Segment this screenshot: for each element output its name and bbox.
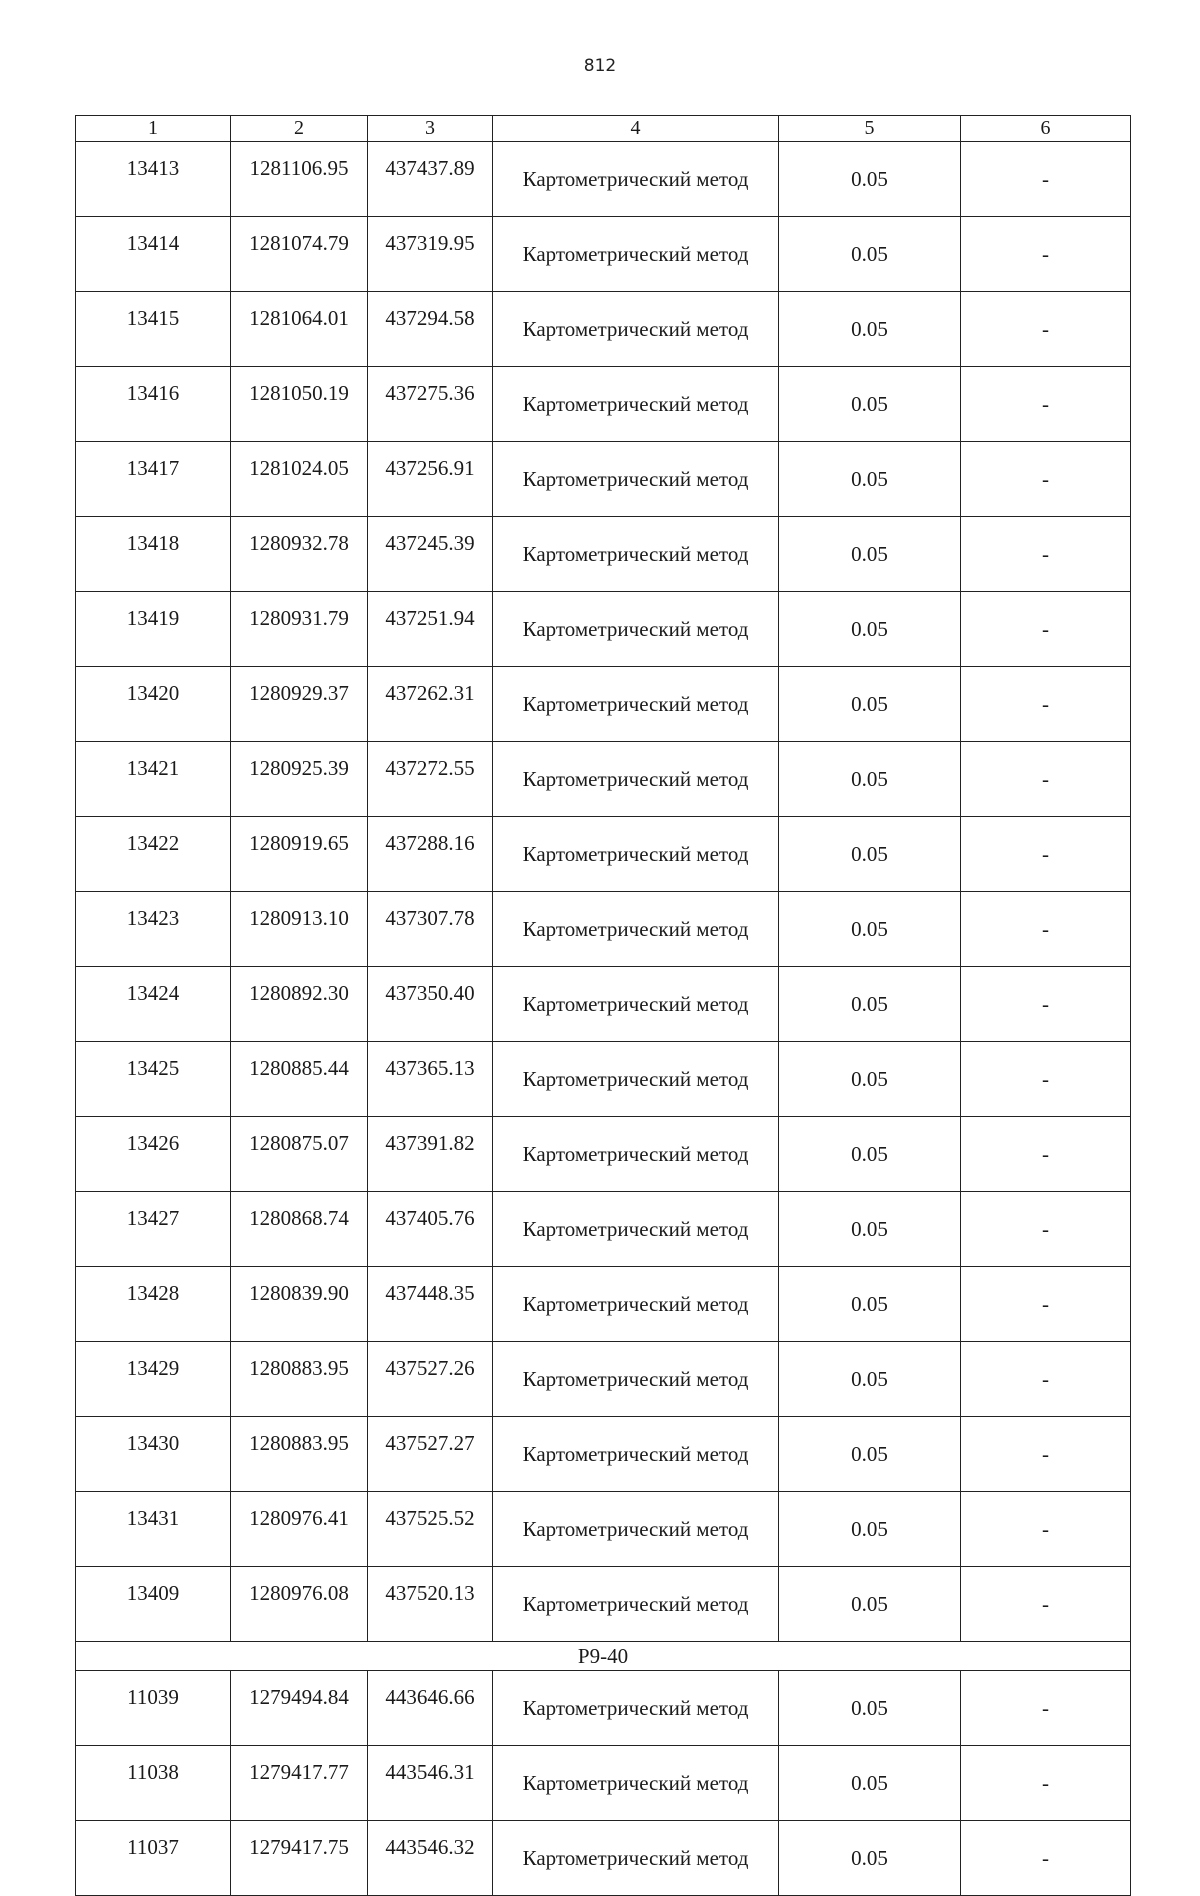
table-header-row: [76, 116, 1131, 142]
section-row: [76, 1642, 1131, 1671]
y-coordinate-cell: 437525.52: [368, 1492, 493, 1567]
point-number-cell: 13431: [76, 1492, 231, 1567]
table-row: [76, 1417, 1131, 1492]
table-row: [76, 1267, 1131, 1342]
point-number-cell: 13414: [76, 217, 231, 292]
method-cell: Картометрический метод: [493, 1267, 779, 1342]
method-cell: Картометрический метод: [493, 1042, 779, 1117]
y-coordinate-cell: 437520.13: [368, 1567, 493, 1642]
point-number-cell: 11037: [76, 1821, 231, 1896]
point-number-cell: 11038: [76, 1746, 231, 1821]
page-number: 812: [583, 56, 617, 76]
accuracy-cell: 0.05: [779, 517, 961, 592]
accuracy-cell: 0.05: [779, 1042, 961, 1117]
accuracy-cell: 0.05: [779, 442, 961, 517]
y-coordinate-cell: 437405.76: [368, 1192, 493, 1267]
note-cell: -: [961, 1417, 1131, 1492]
table-row: [76, 1492, 1131, 1567]
y-coordinate-cell: 443546.31: [368, 1746, 493, 1821]
method-cell: Картометрический метод: [493, 742, 779, 817]
point-number-cell: 13427: [76, 1192, 231, 1267]
table-row: [76, 442, 1131, 517]
note-cell: -: [961, 742, 1131, 817]
note-cell: -: [961, 1671, 1131, 1746]
note-cell: -: [961, 1342, 1131, 1417]
x-coordinate-cell: 1280883.95: [231, 1417, 368, 1492]
y-coordinate-cell: 437365.13: [368, 1042, 493, 1117]
y-coordinate-cell: 437294.58: [368, 292, 493, 367]
y-coordinate-cell: 437319.95: [368, 217, 493, 292]
y-coordinate-cell: 443646.66: [368, 1671, 493, 1746]
accuracy-cell: 0.05: [779, 1417, 961, 1492]
x-coordinate-cell: 1279494.84: [231, 1671, 368, 1746]
method-cell: Картометрический метод: [493, 817, 779, 892]
note-cell: -: [961, 1746, 1131, 1821]
point-number-cell: 13425: [76, 1042, 231, 1117]
point-number-cell: 13423: [76, 892, 231, 967]
method-cell: Картометрический метод: [493, 1746, 779, 1821]
y-coordinate-cell: 443546.32: [368, 1821, 493, 1896]
note-cell: -: [961, 817, 1131, 892]
table-row: [76, 217, 1131, 292]
y-coordinate-cell: 437350.40: [368, 967, 493, 1042]
method-cell: Картометрический метод: [493, 1417, 779, 1492]
accuracy-cell: 0.05: [779, 217, 961, 292]
note-cell: -: [961, 1492, 1131, 1567]
point-number-cell: 13418: [76, 517, 231, 592]
y-coordinate-cell: 437272.55: [368, 742, 493, 817]
point-number-cell: 13421: [76, 742, 231, 817]
note-cell: -: [961, 142, 1131, 217]
x-coordinate-cell: 1280839.90: [231, 1267, 368, 1342]
y-coordinate-cell: 437527.27: [368, 1417, 493, 1492]
table-row: [76, 292, 1131, 367]
method-cell: Картометрический метод: [493, 217, 779, 292]
method-cell: Картометрический метод: [493, 142, 779, 217]
accuracy-cell: 0.05: [779, 667, 961, 742]
point-number-cell: 13419: [76, 592, 231, 667]
accuracy-cell: 0.05: [779, 1342, 961, 1417]
x-coordinate-cell: 1280883.95: [231, 1342, 368, 1417]
method-cell: Картометрический метод: [493, 1192, 779, 1267]
point-number-cell: 13416: [76, 367, 231, 442]
accuracy-cell: 0.05: [779, 142, 961, 217]
y-coordinate-cell: 437307.78: [368, 892, 493, 967]
x-coordinate-cell: 1281106.95: [231, 142, 368, 217]
accuracy-cell: 0.05: [779, 1671, 961, 1746]
x-coordinate-cell: 1280931.79: [231, 592, 368, 667]
accuracy-cell: 0.05: [779, 892, 961, 967]
method-cell: Картометрический метод: [493, 1117, 779, 1192]
accuracy-cell: 0.05: [779, 1821, 961, 1896]
table-row: [76, 1342, 1131, 1417]
y-coordinate-cell: 437288.16: [368, 817, 493, 892]
y-coordinate-cell: 437256.91: [368, 442, 493, 517]
note-cell: -: [961, 592, 1131, 667]
table-row: [76, 817, 1131, 892]
point-number-cell: 13428: [76, 1267, 231, 1342]
x-coordinate-cell: 1280925.39: [231, 742, 368, 817]
method-cell: Картометрический метод: [493, 1671, 779, 1746]
y-coordinate-cell: 437391.82: [368, 1117, 493, 1192]
accuracy-cell: 0.05: [779, 592, 961, 667]
method-cell: Картометрический метод: [493, 592, 779, 667]
method-cell: Картометрический метод: [493, 892, 779, 967]
note-cell: -: [961, 1567, 1131, 1642]
note-cell: -: [961, 967, 1131, 1042]
note-cell: -: [961, 892, 1131, 967]
x-coordinate-cell: 1280885.44: [231, 1042, 368, 1117]
column-header: 2: [231, 116, 368, 142]
column-header: 3: [368, 116, 493, 142]
y-coordinate-cell: 437251.94: [368, 592, 493, 667]
x-coordinate-cell: 1279417.75: [231, 1821, 368, 1896]
section-label: Р9-40: [76, 1642, 1131, 1671]
table-row: [76, 667, 1131, 742]
x-coordinate-cell: 1280868.74: [231, 1192, 368, 1267]
note-cell: -: [961, 217, 1131, 292]
note-cell: -: [961, 1267, 1131, 1342]
note-cell: -: [961, 517, 1131, 592]
note-cell: -: [961, 1821, 1131, 1896]
y-coordinate-cell: 437262.31: [368, 667, 493, 742]
x-coordinate-cell: 1280919.65: [231, 817, 368, 892]
table-row: [76, 1192, 1131, 1267]
table-body: [76, 116, 1131, 1896]
accuracy-cell: 0.05: [779, 967, 961, 1042]
table-row: [76, 1117, 1131, 1192]
x-coordinate-cell: 1280976.08: [231, 1567, 368, 1642]
point-number-cell: 13426: [76, 1117, 231, 1192]
accuracy-cell: 0.05: [779, 1492, 961, 1567]
x-coordinate-cell: 1280932.78: [231, 517, 368, 592]
x-coordinate-cell: 1280929.37: [231, 667, 368, 742]
table-row: [76, 1671, 1131, 1746]
point-number-cell: 13409: [76, 1567, 231, 1642]
method-cell: Картометрический метод: [493, 1492, 779, 1567]
x-coordinate-cell: 1280892.30: [231, 967, 368, 1042]
note-cell: -: [961, 1192, 1131, 1267]
note-cell: -: [961, 1042, 1131, 1117]
point-number-cell: 13424: [76, 967, 231, 1042]
table-row: [76, 892, 1131, 967]
note-cell: -: [961, 292, 1131, 367]
point-number-cell: 13415: [76, 292, 231, 367]
column-header: 5: [779, 116, 961, 142]
y-coordinate-cell: 437437.89: [368, 142, 493, 217]
method-cell: Картометрический метод: [493, 1567, 779, 1642]
y-coordinate-cell: 437275.36: [368, 367, 493, 442]
accuracy-cell: 0.05: [779, 742, 961, 817]
x-coordinate-cell: 1279417.77: [231, 1746, 368, 1821]
x-coordinate-cell: 1280875.07: [231, 1117, 368, 1192]
x-coordinate-cell: 1280976.41: [231, 1492, 368, 1567]
table-row: [76, 517, 1131, 592]
point-number-cell: 13417: [76, 442, 231, 517]
method-cell: Картометрический метод: [493, 367, 779, 442]
table-row: [76, 367, 1131, 442]
x-coordinate-cell: 1281050.19: [231, 367, 368, 442]
table-row: [76, 592, 1131, 667]
method-cell: Картометрический метод: [493, 442, 779, 517]
accuracy-cell: 0.05: [779, 1567, 961, 1642]
method-cell: Картометрический метод: [493, 967, 779, 1042]
point-number-cell: 13422: [76, 817, 231, 892]
table-row: [76, 1567, 1131, 1642]
x-coordinate-cell: 1280913.10: [231, 892, 368, 967]
coordinates-table: [75, 115, 1131, 1896]
table-row: [76, 1746, 1131, 1821]
point-number-cell: 11039: [76, 1671, 231, 1746]
y-coordinate-cell: 437527.26: [368, 1342, 493, 1417]
point-number-cell: 13420: [76, 667, 231, 742]
accuracy-cell: 0.05: [779, 292, 961, 367]
accuracy-cell: 0.05: [779, 817, 961, 892]
point-number-cell: 13413: [76, 142, 231, 217]
table-row: [76, 1821, 1131, 1896]
y-coordinate-cell: 437448.35: [368, 1267, 493, 1342]
point-number-cell: 13429: [76, 1342, 231, 1417]
column-header: 1: [76, 116, 231, 142]
method-cell: Картометрический метод: [493, 1342, 779, 1417]
point-number-cell: 13430: [76, 1417, 231, 1492]
column-header: 4: [493, 116, 779, 142]
x-coordinate-cell: 1281024.05: [231, 442, 368, 517]
table-row: [76, 967, 1131, 1042]
accuracy-cell: 0.05: [779, 1746, 961, 1821]
note-cell: -: [961, 1117, 1131, 1192]
note-cell: -: [961, 667, 1131, 742]
column-header: 6: [961, 116, 1131, 142]
accuracy-cell: 0.05: [779, 1117, 961, 1192]
table-row: [76, 1042, 1131, 1117]
note-cell: -: [961, 442, 1131, 517]
accuracy-cell: 0.05: [779, 1267, 961, 1342]
method-cell: Картометрический метод: [493, 292, 779, 367]
note-cell: -: [961, 367, 1131, 442]
method-cell: Картометрический метод: [493, 667, 779, 742]
x-coordinate-cell: 1281074.79: [231, 217, 368, 292]
method-cell: Картометрический метод: [493, 517, 779, 592]
method-cell: Картометрический метод: [493, 1821, 779, 1896]
x-coordinate-cell: 1281064.01: [231, 292, 368, 367]
accuracy-cell: 0.05: [779, 1192, 961, 1267]
table-row: [76, 742, 1131, 817]
table-row: [76, 142, 1131, 217]
accuracy-cell: 0.05: [779, 367, 961, 442]
y-coordinate-cell: 437245.39: [368, 517, 493, 592]
